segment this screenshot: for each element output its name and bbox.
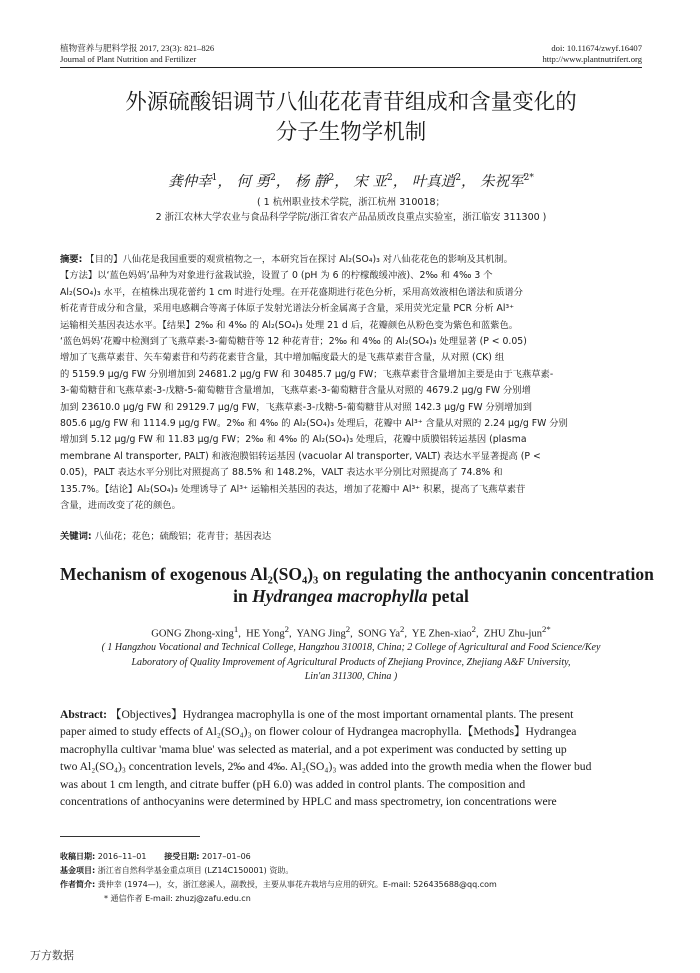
- footnote-fund: 基金项目: 浙江省自然科学基金重点项目 (LZ14C150001) 资助。: [60, 866, 294, 875]
- author-en: YANG Jing: [296, 628, 346, 640]
- author-cn: 叶真逍: [411, 174, 456, 190]
- abstract-en: [60, 706, 642, 810]
- affiliation-en-line3: Lin'an 311300, China ): [304, 671, 398, 682]
- doi: doi: 10.11674/zwyf.16407: [551, 43, 642, 53]
- abstract-en-line: was about 1 cm length, and citrate buffer (pH 6.0) was added in control plants. The composition and: [60, 777, 526, 791]
- keywords-cn-label: 关键词:: [60, 531, 92, 542]
- affiliation-cn-line2: 2 浙江农林大学农业与食品科学学院/浙江省农产品品质改良重点实验室，浙江临安 311300 ): [155, 212, 547, 223]
- abstract-cn-line: 含量，进而改变了花的颜色。: [60, 500, 181, 512]
- keywords-cn: [60, 528, 642, 542]
- abstract-cn-line: 3-葡萄糖苷和飞燕草素-3-戊糖-5-葡萄糖苷含量增加，飞燕草素-3-葡萄糖苷含量从对照的 4679.2 μg/g FW 分别增: [60, 385, 531, 397]
- journal-name-cn: 植物营养与肥料学报 2017, 23(3): 821–826: [60, 43, 215, 53]
- affiliation-en-line2: Laboratory of Quality Improvement of Agricultural Products of Zhejiang Province, Zhejiang A&F University,: [131, 656, 571, 668]
- abstract-cn-line: ‘蓝色妈妈’花瓣中检测到了飞燕草素-3-葡萄糖苷等 12 种花青苷；2‰ 和 4‰ 的 Al₂(SO₄)₃ 处理显著 (P < 0.05): [60, 336, 527, 348]
- journal-name-en: Journal of Plant Nutrition and Fertilizer: [60, 54, 197, 64]
- journal-url[interactable]: http://www.plantnutrifert.org: [542, 54, 642, 64]
- footnote-corresponding: * 通信作者 E-mail: zhuzj@zafu.edu.cn: [104, 894, 251, 903]
- abstract-cn-line: 【方法】以‘蓝色妈妈’品种为对象进行盆栽试验，设置了 0 (pH 为 6 的柠檬酸缓冲液)、2‰ 和 4‰ 3 个: [60, 270, 493, 282]
- abstract-en-line: concentrations of anthocyanins were determined by HPLC and mass spectrometry, ion concentrations were: [60, 795, 557, 809]
- author-en: YE Zhen-xiao: [411, 628, 472, 640]
- footnote-author: 作者简介: 龚仲幸 (1974—)，女，浙江慈溪人，副教授，主要从事花卉栽培与应用的研究。E-mail: 526435688@qq.com: [60, 880, 497, 889]
- abstract-cn: [60, 252, 642, 515]
- author-cn: 朱祝军: [480, 174, 524, 190]
- affiliations-en: [60, 641, 642, 685]
- title-en-line2: in Hydrangea macrophylla petal: [233, 586, 469, 606]
- abstract-cn-line: 析花青苷成分和含量，采用电感耦合等离子体原子发射光谱法分析金属离子含量，采用荧光定量 PCR 分析 Al³⁺: [60, 303, 515, 315]
- title-en-line1: Mechanism of exogenous Al₂(SO₄)₃ on regulating the anthocyanin concentration: [60, 564, 654, 584]
- journal-header-right: [542, 43, 642, 65]
- author-en: ZHU Zhu-jun: [483, 628, 542, 640]
- abstract-cn-line: 135.7%。【结论】Al₂(SO₄)₃ 处理诱导了 Al³⁺ 运输相关基因的表达，增加了花瓣中 Al³⁺ 积累，提高了飞燕草素苷: [60, 483, 526, 495]
- abstract-cn-line: 增加了飞燕草素苷、矢车菊素苷和芍药花素苷含量，其中增加幅度最大的是飞燕草素苷含量，从对照 (CK) 组: [60, 352, 505, 364]
- abstract-cn-line: Al₂(SO₄)₃ 水平，在植株出现花蕾约 1 cm 时进行处理。在开花盛期进行花色分析，采用高效液相色谱法和质谱分: [60, 286, 523, 298]
- abstract-en-line: paper aimed to study effects of Al₂(SO₄)₃ on flower colour of Hydrangea macrophylla.【Methods】Hydrangea: [60, 725, 577, 739]
- abstract-en-line: macrophylla cultivar 'mama blue' was selected as material, and a pot experiment was conducted by setting up: [60, 742, 567, 756]
- footnote-dates: 收稿日期: 2016–11–01 接受日期: 2017–01–06: [60, 852, 251, 861]
- author-en: GONG Zhong-xing: [151, 628, 234, 640]
- affiliation-en-line1: ( 1 Hangzhou Vocational and Technical College, Hangzhou 310018, China; 2 College of Agricultural and Food Science/Key: [101, 642, 601, 653]
- abstract-cn-line: 增加到 5.12 μg/g FW 和 11.83 μg/g FW；2‰ 和 4‰ 的 Al₂(SO₄)₃ 处理后，花瓣中质膜铝转运基因 (plasma: [60, 434, 527, 446]
- keywords-cn-text: 八仙花；花色；硫酸铝；花青苷；基因表达: [94, 531, 272, 542]
- author-en: HE Yong: [246, 628, 285, 640]
- author-cn: 龚仲幸: [168, 174, 212, 190]
- affiliation-cn-line1: ( 1 杭州职业技术学院，浙江杭州 310018；: [256, 197, 446, 208]
- header-rule: [60, 67, 642, 68]
- abstract-cn-line: 运输相关基因表达水平。【结果】2‰ 和 4‰ 的 Al₂(SO₄)₃ 处理 21 d 后，花瓣颜色从粉色变为紫色和蓝紫色。: [60, 319, 519, 331]
- abstract-cn-line: 0.05)，PALT 表达水平分别比对照提高了 88.5% 和 148.2%，VALT 表达水平分别比对照提高了 74.8% 和: [60, 467, 503, 479]
- abstract-cn-line: membrane Al transporter, PALT) 和液泡膜铝转运基因 (vacuolar Al transporter, VALT) 表达水平显著提高 (P <: [60, 450, 541, 462]
- abstract-cn-line: 的 5159.9 μg/g FW 分别增加到 24681.2 μg/g FW 和 30485.7 μg/g FW；飞燕草素苷含量增加主要是由于飞燕草素-: [60, 368, 554, 380]
- authors-cn: 龚仲幸$^1$， 何 勇$^2$， 杨 静$^2$， 宋 亚$^2$， 叶真逍$^2$， 朱祝军$^{2*}$: [168, 173, 534, 190]
- author-cn: 杨 静: [294, 174, 329, 190]
- journal-header-left: [60, 43, 214, 65]
- author-cn: 宋 亚: [353, 174, 387, 190]
- footnotes: [60, 850, 642, 906]
- abstract-cn-line: 805.6 μg/g FW 和 1114.9 μg/g FW。2‰ 和 4‰ 的 Al₂(SO₄)₃ 处理后，花瓣中 Al³⁺ 含量从对照的 2.24 μg/g FW 分别: [60, 418, 568, 430]
- watermark: 万方数据: [30, 949, 74, 962]
- title-en: [60, 563, 654, 607]
- abstract-cn-label: 摘要:: [60, 254, 83, 265]
- abstract-cn-line: 加到 23610.0 μg/g FW 和 29129.7 μg/g FW，飞燕草素-3-戊糖-5-葡萄糖苷从对照 142.3 μg/g FW 分别增加到: [60, 401, 532, 413]
- abstract-en-line: Abstract: 【Objectives】Hydrangea macrophylla is one of the most important ornamental plants. The present: [60, 708, 574, 721]
- title-cn-line1: 外源硫酸铝调节八仙花花青苷组成和含量变化的: [125, 90, 577, 115]
- abstract-en-label: Abstract:: [60, 708, 108, 721]
- author-cn: 何 勇: [236, 174, 271, 190]
- authors-en: GONG Zhong-xing$^1$, HE Yong$^2$, YANG Jing$^2$, SONG Ya$^2$, YE Zhen-xiao$^2$, ZHU Zhu-jun$^{2*}$: [151, 624, 551, 640]
- footnote-rule: [60, 836, 200, 837]
- abstract-en-line: two Al₂(SO₄)₃ concentration levels, 2‰ and 4‰. Al₂(SO₄)₃ was added into the growth media when the flower bud: [60, 760, 592, 774]
- title-cn-line2: 分子生物学机制: [275, 120, 427, 145]
- abstract-cn-line: 摘要: 【目的】八仙花是我国重要的观赏植物之一，本研究旨在探讨 Al₂(SO₄)₃ 对八仙花花色的影响及其机制。: [60, 254, 513, 265]
- author-en: SONG Ya: [358, 628, 401, 640]
